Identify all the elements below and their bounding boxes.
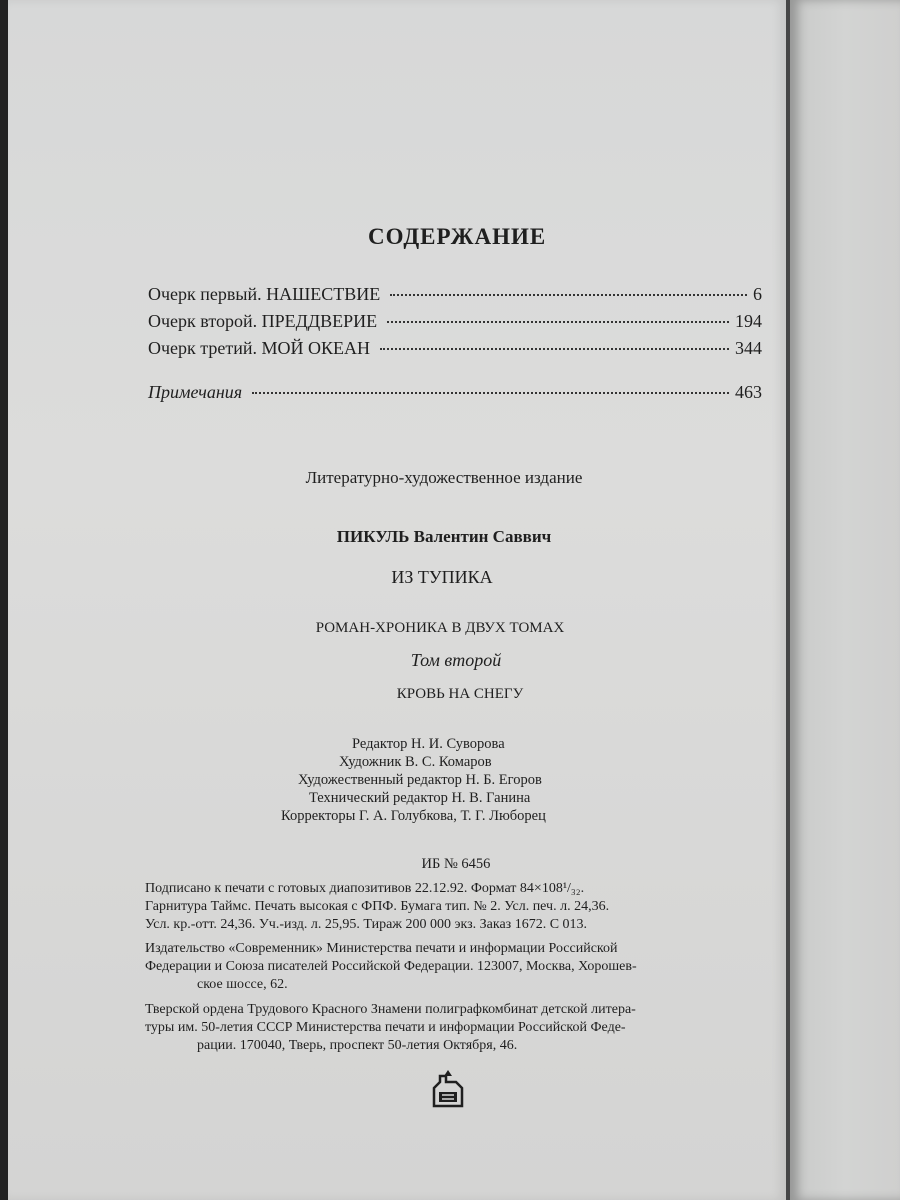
volume-title: КРОВЬ НА СНЕГУ	[396, 686, 524, 702]
printing-house-logo-icon	[430, 1068, 466, 1110]
book-genre: РОМАН-ХРОНИКА В ДВУХ ТОМАХ	[315, 620, 565, 636]
contents-entry-page: 463	[735, 382, 762, 402]
contents-entry	[148, 311, 762, 332]
dot-leader	[390, 294, 747, 296]
print-detail-line: Усл. кр.-отт. 24,36. Уч.-изд. л. 25,95. Тираж 200 000 экз. Заказ 1672. С 013.	[145, 917, 588, 932]
book-title: ИЗ ТУПИКА	[391, 567, 493, 587]
contents-entry-label: Очерк второй. ПРЕДДВЕРИЕ	[148, 311, 378, 331]
printer-line: рации. 170040, Тверь, проспект 50-летия Октября, 46.	[197, 1038, 518, 1053]
credit-line: Художественный редактор Н. Б. Егоров	[298, 772, 542, 788]
publisher-info	[145, 940, 763, 994]
binding-edge	[0, 0, 8, 1200]
credit-line: Технический редактор Н. В. Ганина	[309, 790, 531, 806]
print-details	[145, 880, 763, 934]
credits-list	[270, 735, 670, 825]
contents-entry-label: Очерк первый. НАШЕСТВИЕ	[148, 284, 381, 304]
publisher-line: Издательство «Современник» Министерства печати и информации Российской	[145, 941, 618, 956]
credit-line: Художник В. С. Комаров	[339, 754, 492, 770]
dot-leader	[252, 392, 729, 394]
print-detail-line: Подписано к печати с готовых диапозитивов 22.12.92. Формат 84×108¹/₃₂.	[145, 881, 585, 896]
dot-leader	[387, 321, 729, 323]
print-detail-line: Гарнитура Таймс. Печать высокая с ФПФ. Бумага тип. № 2. Усл. печ. л. 24,36.	[145, 899, 610, 914]
printer-line: Тверской ордена Трудового Красного Знамени полиграфкомбинат детской литера-	[145, 1002, 636, 1017]
contents-entry	[148, 284, 762, 305]
contents-entry	[148, 382, 762, 403]
ib-number: ИБ № 6456	[421, 856, 491, 872]
volume-number: Том второй	[410, 650, 502, 670]
contents-entry-label: Очерк третий. МОЙ ОКЕАН	[148, 338, 370, 358]
credit-line: Редактор Н. И. Суворова	[352, 736, 505, 752]
printer-line: туры им. 50-летия СССР Министерства печати и информации Российской Феде-	[145, 1020, 626, 1035]
contents-title: СОДЕРЖАНИЕ	[368, 224, 547, 249]
publisher-line: Федерации и Союза писателей Российской Федерации. 123007, Москва, Хорошев-	[145, 959, 637, 974]
credit-line: Корректоры Г. А. Голубкова, Т. Г. Люборец	[281, 808, 546, 824]
publisher-line: ское шоссе, 62.	[197, 977, 288, 992]
author-name: ПИКУЛЬ Валентин Саввич	[336, 527, 552, 546]
contents-entry	[148, 338, 762, 359]
contents-entry-label: Примечания	[148, 382, 243, 402]
contents-entry-page: 344	[735, 338, 762, 358]
adjacent-page	[790, 0, 900, 1200]
dot-leader	[380, 348, 729, 350]
edition-type: Литературно-художественное издание	[305, 468, 583, 487]
contents-entry-page: 194	[735, 311, 762, 331]
printer-info	[145, 1001, 763, 1055]
contents-entry-page: 6	[753, 284, 762, 304]
